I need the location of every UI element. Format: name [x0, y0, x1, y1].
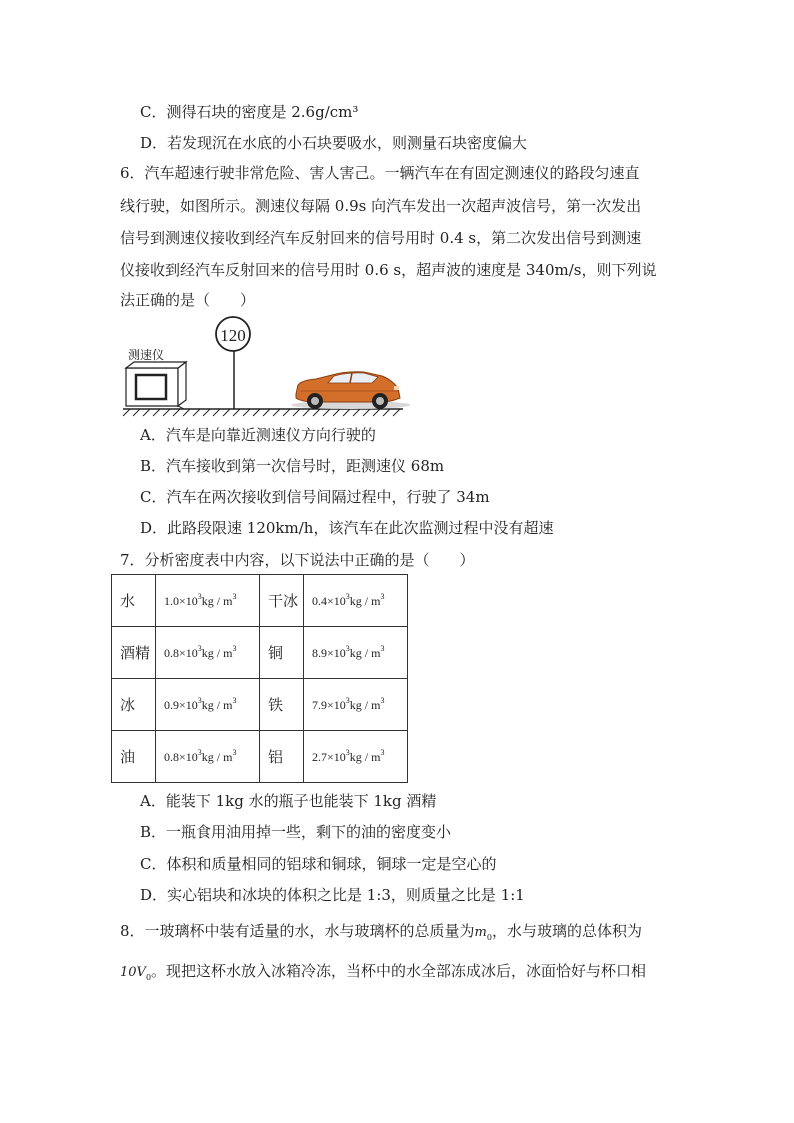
- q7-stem: 7．分析密度表中内容，以下说法中正确的是（ ）: [120, 551, 475, 569]
- substance-cell: 铁: [260, 679, 304, 731]
- substance-cell: 冰: [112, 679, 156, 731]
- table-row: [112, 575, 408, 627]
- table-row: [112, 679, 408, 731]
- q5-option-d: D．若发现沉在水底的小石块要吸水，则测量石块密度偏大: [140, 134, 528, 152]
- q6-option-c: C．汽车在两次接收到信号间隔过程中，行驶了 34m: [140, 488, 490, 506]
- density-cell: $8.9\times 10^3kg / m^3$: [304, 627, 408, 679]
- substance-cell: 干冰: [260, 575, 304, 627]
- speed-detector-device: [126, 362, 186, 409]
- substance-cell: 铜: [260, 627, 304, 679]
- density-cell: $2.7\times 10^3kg / m^3$: [304, 731, 408, 783]
- q7-option-c: C．体积和质量相同的铝球和铜球，铜球一定是空心的: [140, 855, 497, 873]
- speed-detector-figure: [120, 312, 410, 421]
- density-cell: $0.8\times 10^3kg / m^3$: [156, 731, 260, 783]
- q5-option-c: C．测得石块的密度是 2.6g/cm³: [140, 103, 359, 121]
- q6-stem-line-4: 仪接收到经汽车反射回来的信号用时 0.6 s，超声波的速度是 340m/s，则下列说: [120, 261, 657, 279]
- q7-option-a: A．能装下 1kg 水的瓶子也能装下 1kg 酒精: [140, 792, 437, 810]
- table-row: [112, 731, 408, 783]
- density-cell: $0.4\times 10^3kg / m^3$: [304, 575, 408, 627]
- q6-stem-line-2: 线行驶，如图所示。测速仪每隔 0.9s 向汽车发出一次超声波信号，第一次发出: [120, 197, 642, 215]
- density-cell: $1.0\times 10^3kg / m^3$: [156, 575, 260, 627]
- q6-stem-line-5: 法正确的是（ ）: [120, 291, 256, 309]
- q6-stem-line-1: 6．汽车超速行驶非常危险、害人害己。一辆汽车在有固定测速仪的路段匀速直: [120, 164, 640, 182]
- table-row: [112, 627, 408, 679]
- substance-cell: 铝: [260, 731, 304, 783]
- car-illustration: [291, 372, 410, 409]
- q8-stem-line-1: 8．一玻璃杯中装有适量的水，水与玻璃杯的总质量为$m_0$，水与玻璃的总体积为: [120, 922, 642, 942]
- q7-option-d: D．实心铝块和冰块的体积之比是 1:3，则质量之比是 1:1: [140, 886, 525, 904]
- q6-option-d: D．此路段限速 120km/h，该汽车在此次监测过程中没有超速: [140, 519, 554, 537]
- speed-limit-value: 120: [220, 326, 246, 345]
- density-table: [111, 574, 408, 783]
- q6-option-a: A．汽车是向靠近测速仪方向行驶的: [140, 426, 376, 444]
- density-cell: $0.9\times 10^3kg / m^3$: [156, 679, 260, 731]
- q6-stem-line-3: 信号到测速仪接收到经汽车反射回来的信号用时 0.4 s，第二次发出信号到测速: [120, 229, 642, 247]
- density-cell: $7.9\times 10^3kg / m^3$: [304, 679, 408, 731]
- substance-cell: 酒精: [112, 627, 156, 679]
- device-label: 测速仪: [128, 348, 165, 362]
- q7-option-b: B．一瓶食用油用掉一些，剩下的油的密度变小: [140, 823, 452, 841]
- q6-option-b: B．汽车接收到第一次信号时，距测速仪 68m: [140, 457, 445, 475]
- speed-limit-sign: [216, 317, 250, 409]
- q8-stem-line-2: $10V_0$。现把这杯水放入冰箱冷冻，当杯中的水全部冻成冰后，冰面恰好与杯口相: [120, 962, 647, 982]
- substance-cell: 油: [112, 731, 156, 783]
- density-cell: $0.8\times 10^3kg / m^3$: [156, 627, 260, 679]
- substance-cell: 水: [112, 575, 156, 627]
